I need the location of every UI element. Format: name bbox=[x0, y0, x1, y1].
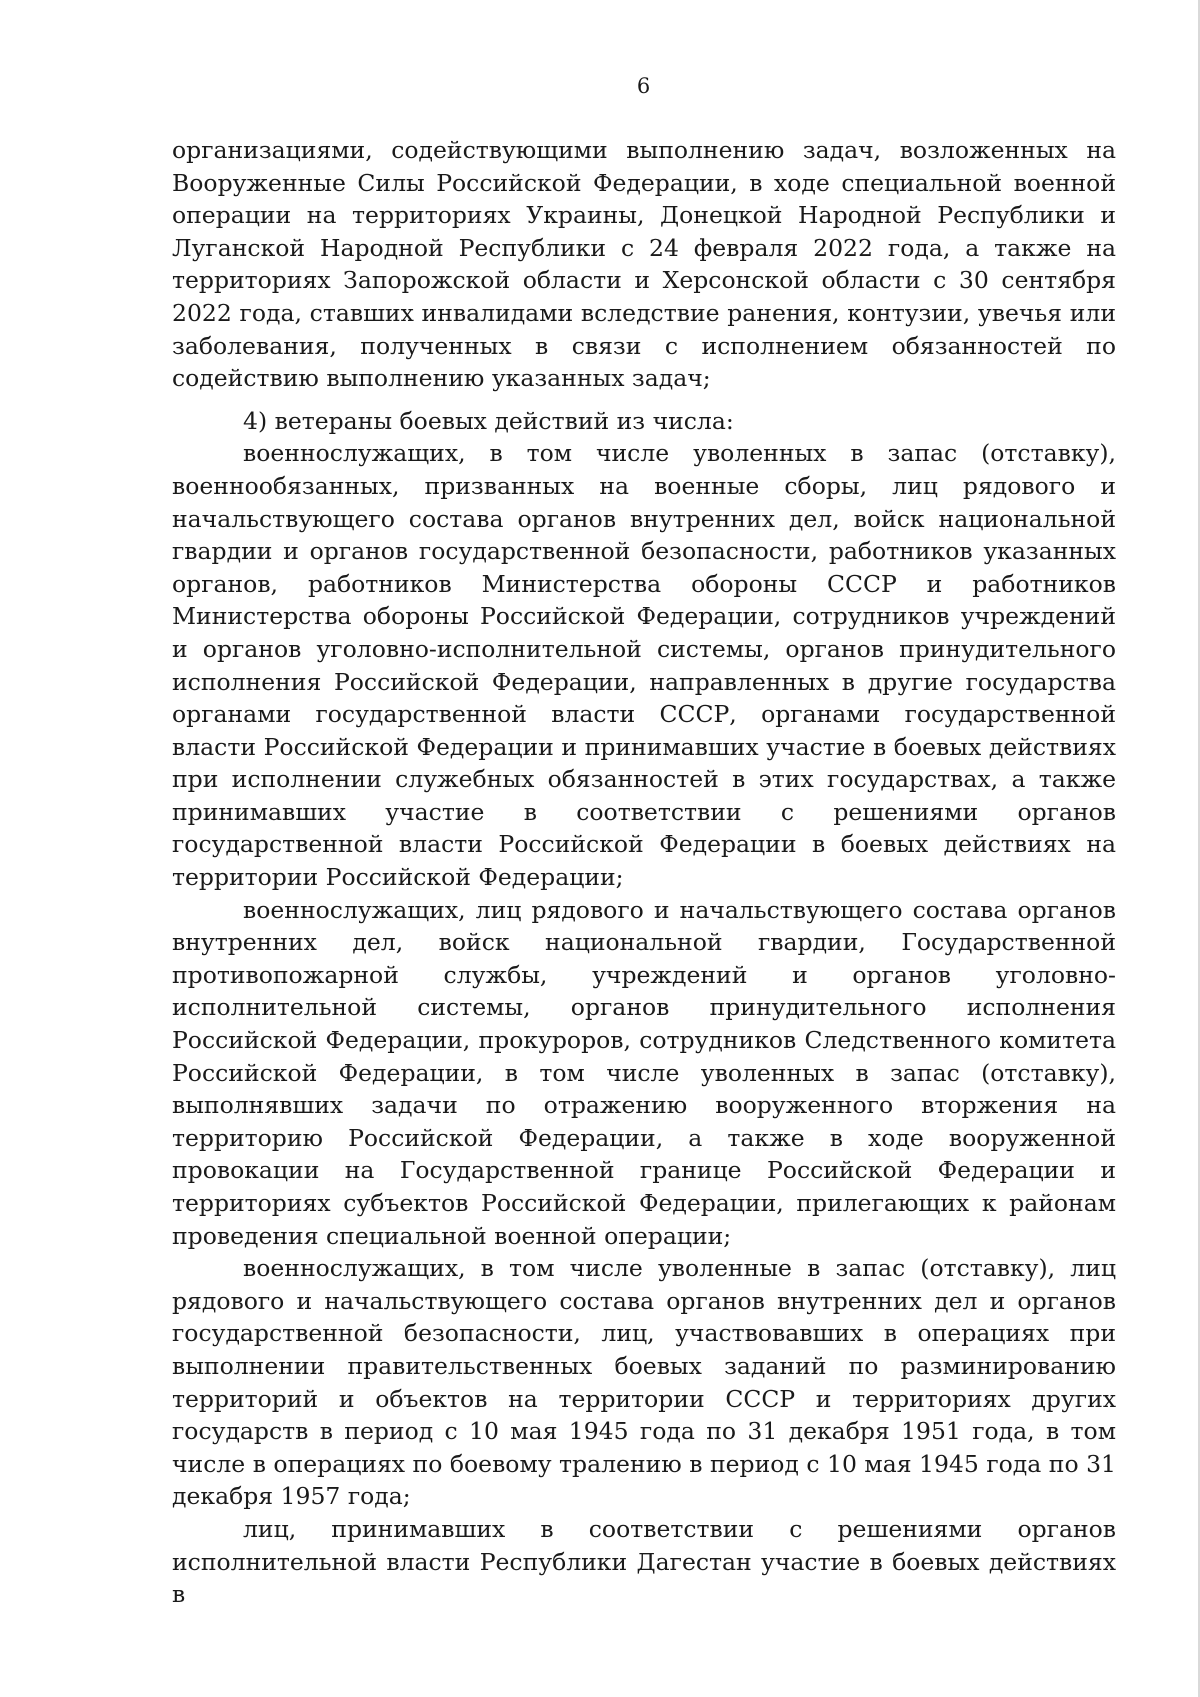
paragraph-demining: военнослужащих, в том числе уволенные в запас (отставку), лиц рядового и начальствующего состава органов внутренних дел и органов государственной безопасности, лиц, участвовавших в операциях при выполнении правительственных боевых заданий по разминированию территорий и объектов на территории СССР и территориях других государств в период с 10 мая 1945 года по 31 декабря 1951 года, в том числе в операциях по боевому тралению в период с 10 мая 1945 года по 31 декабря 1957 года; bbox=[172, 1254, 1116, 1511]
paragraph-military-personnel: военнослужащих, в том числе уволенных в запас (отставку), военнообязанных, призванных на военные сборы, лиц рядового и начальствующего состава органов внутренних дел, войск национальной гвардии и органов государственной безопасности, работников указанных органов, работников Министерства обороны СССР и работников Министерства обороны Российской Федерации, сотрудников учреждений и органов уголовно-исполнительной системы, органов принудительного исполнения Российской Федерации, направленных в другие государства органами государственной власти СССР, органами государственной власти Российской Федерации и принимавших участие в боевых действиях при исполнении служебных обязанностей в этих государствах, а также принимавших участие в соответствии с решениями органов государственной власти Российской Федерации в боевых действиях на территории Российской Федерации; bbox=[172, 439, 1116, 892]
document-body bbox=[172, 134, 1116, 1611]
paragraph-dagestan: лиц, принимавших в соответствии с решениями органов исполнительной власти Республики Дагестан участие в боевых действиях в bbox=[172, 1514, 1116, 1609]
paragraph-continuation: организациями, содействующими выполнению задач, возложенных на Вооруженные Силы Российской Федерации, в ходе специальной военной операции на территориях Украины, Донецкой Народной Республики и Луганской Народной Республики с 24 февраля 2022 года, а также на территориях Запорожской области и Херсонской области с 30 сентября 2022 года, ставших инвалидами вследствие ранения, контузии, увечья или заболевания, полученных в связи с исполнением обязанностей по содействию выполнению указанных задач; bbox=[172, 136, 1116, 393]
paragraph-list-item-4: 4) ветераны боевых действий из числа: bbox=[243, 406, 734, 435]
paragraph-armed-invasion: военнослужащих, лиц рядового и начальствующего состава органов внутренних дел, войск национальной гвардии, Государственной противопожарной службы, учреждений и органов уголовно-исполнительной системы, органов принудительного исполнения Российской Федерации, прокуроров, сотрудников Следственного комитета Российской Федерации, в том числе уволенных в запас (отставку), выполнявших задачи по отражению вооруженного вторжения на территорию Российской Федерации, а также в ходе вооруженной провокации на Государственной границе Российской Федерации и территориях субъектов Российской Федерации, прилегающих к районам проведения специальной военной операции; bbox=[172, 895, 1116, 1250]
page-number: 6 bbox=[636, 74, 651, 98]
